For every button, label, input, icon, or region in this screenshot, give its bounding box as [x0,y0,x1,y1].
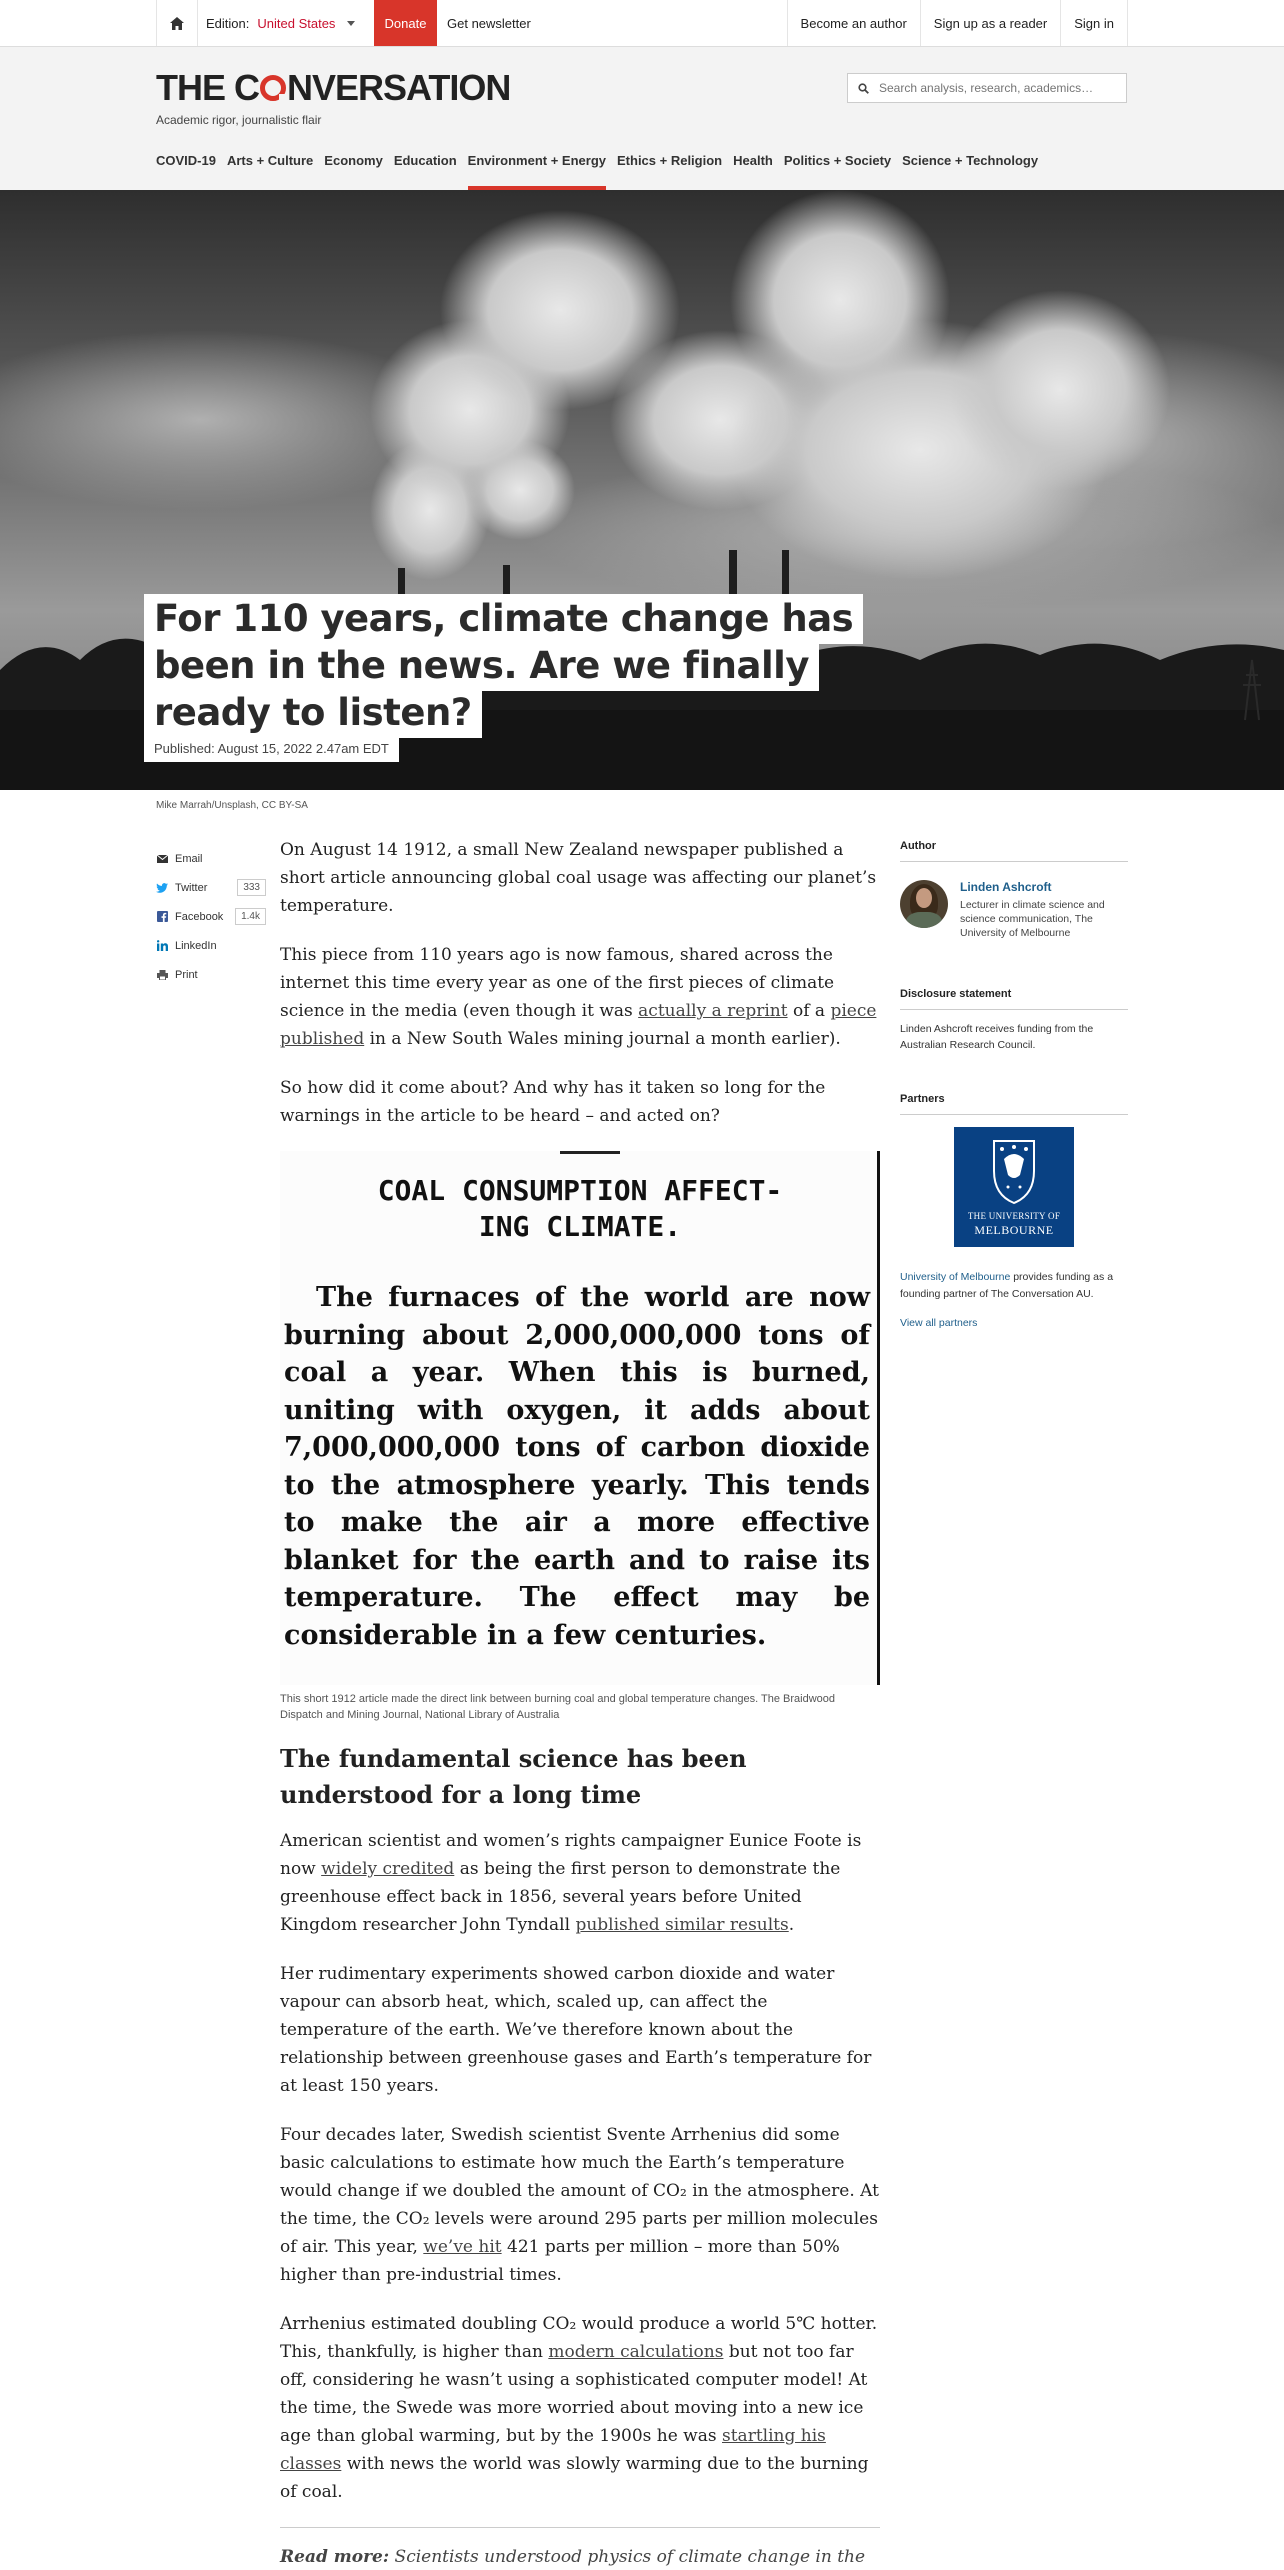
paragraph-1: On August 14 1912, a small New Zealand newspaper published a short article announcing global coal usage was affecting our planet’s temperature. [280,840,877,916]
top-utility-bar [0,0,1284,47]
nav-item-ethics-religion[interactable]: Ethics + Religion [617,153,723,168]
logo-text-left: THE C [156,67,259,108]
section-heading: The fundamental science has been understood for a long time [280,1744,747,1809]
author-section-title: Author [900,840,1128,862]
paragraph-6: Four decades later, Swedish scientist Svente Arrhenius did some basic calculations to estimate how much the Earth’s temperature would change if we doubled the amount of CO₂ in the atmosphere. At the time, the CO₂ levels were around 295 parts per million molecules of air. This year, we’ve hit 421 parts per million – more than 50% higher than pre-industrial times. [280,2125,879,2285]
nav-item-health[interactable]: Health [733,153,773,168]
share-print[interactable] [156,960,266,989]
paragraph-7: Arrhenius estimated doubling CO₂ would produce a world 5℃ hotter. This, thankfully, is higher than modern calculations but not too far off, considering he wasn’t using a sophisticated computer model! At the time, the Swede was more worried about moving into a new ice age than global warming, but by the 1900s he was startling his classes with news the world was slowly warming due to the burning of coal. [280,2314,878,2502]
image-caption: This short 1912 article made the direct link between burning coal and global temperature changes. The Braidwood Dispatch and Mining Journal, National Library of Australia [280,1693,836,1721]
headline-line: ready to listen? [144,688,482,738]
share-twitter-label: Twitter [175,881,208,894]
edition-label: Edition: [206,15,250,31]
nav-item-arts-culture[interactable]: Arts + Culture [226,153,314,168]
sign-in-link[interactable]: Sign in [1060,0,1128,46]
logo-text-right: NVERSATION [287,67,511,108]
twitter-count: 333 [237,879,266,896]
modern-calculations-link[interactable]: modern calculations [548,2342,724,2362]
donate-button[interactable]: Donate [374,0,437,46]
paragraph-2: This piece from 110 years ago is now famous, shared across the internet this time every year as one of the first pieces of climate science in the media (even though it was actually a reprint of a piece published in a New South Wales mining journal a month earlier). [280,945,877,1049]
published-date: Published: August 15, 2022 2.47am EDT [144,735,399,762]
disclosure-text: Linden Ashcroft receives funding from the Australian Research Council. [900,1023,1094,1051]
view-all-partners-link[interactable]: View all partners [900,1317,978,1329]
envelope-icon [157,855,168,863]
widely-credited-link[interactable]: widely credited [321,1859,455,1879]
home-button[interactable] [156,0,198,46]
nav-item-environment-energy[interactable]: Environment + Energy [468,145,606,190]
share-email-label: Email [175,852,203,865]
newsletter-link[interactable]: Get newsletter [447,15,531,31]
linkedin-icon [157,940,168,951]
startling-classes-link[interactable]: startling his classes [280,2426,826,2474]
right-sidebar [900,840,1128,1329]
newspaper-clipping-image [280,1151,880,1685]
disclosure-title: Disclosure statement [900,988,1128,1010]
headline-line: been in the news. Are we finally [144,641,819,691]
paragraph-4: American scientist and women’s rights campaigner Eunice Foote is now widely credited as being the first person to demonstrate the greenhouse effect back in 1856, several years before United Kingdom researcher John Tyndall published similar results. [280,1831,862,1935]
clipping-headline: COAL CONSUMPTION AFFECT- ING CLIMATE. [377,1174,783,1243]
paragraph-5: Her rudimentary experiments showed carbon dioxide and water vapour can absorb heat, which, scaled up, can affect the temperature of the earth. We’ve therefore known about the relationship between greenhouse gases and Earth’s temperature for at least 150 years. [280,1964,872,2096]
crest-icon [990,1137,1038,1205]
facebook-count: 1.4k [235,908,266,925]
image-credit: Mike Marrah/Unsplash, CC BY-SA [156,800,308,811]
share-linkedin-label: LinkedIn [175,939,217,952]
search-box[interactable] [847,73,1127,103]
twitter-icon [156,883,168,893]
university-of-melbourne-logo[interactable] [954,1127,1074,1247]
share-print-label: Print [175,968,198,981]
paragraph-3: So how did it come about? And why has it taken so long for the warnings in the article to be heard – and acted on? [280,1078,826,1126]
share-linkedin[interactable] [156,931,266,960]
share-email[interactable] [156,844,266,873]
nav-item-science-technology[interactable]: Science + Technology [902,153,1039,168]
home-icon [170,17,184,30]
printer-icon [157,970,168,980]
account-links [787,0,1128,46]
weve-hit-link[interactable]: we’ve hit [423,2237,502,2257]
share-facebook-label: Facebook [175,910,224,923]
logo-line-1: THE UNIVERSITY OF [967,1211,1061,1221]
partner-link[interactable]: University of Melbourne [900,1271,1011,1283]
nav-item-politics-society[interactable]: Politics + Society [783,153,892,168]
article-body [280,836,880,2570]
nav-item-covid-19[interactable]: COVID-19 [156,153,216,168]
piece-published-link[interactable]: piece published [280,1001,877,1049]
search-icon [858,83,869,94]
chevron-down-icon [347,21,355,26]
similar-results-link[interactable]: published similar results [575,1915,789,1935]
site-logo[interactable] [156,67,510,109]
avatar[interactable] [900,880,948,928]
logo-speech-bubble-icon [260,75,286,101]
reprint-link[interactable]: actually a reprint [638,1001,788,1021]
become-author-link[interactable]: Become an author [787,0,920,46]
read-more-link[interactable]: Read more: Scientists understood physics of climate change in the [280,2527,880,2570]
sign-up-link[interactable]: Sign up as a reader [920,0,1060,46]
author-role: Lecturer in climate science and science communication, The University of Melbourne [960,899,1105,939]
hero-image [0,190,1284,790]
tagline: Academic rigor, journalistic flair [156,113,322,127]
share-facebook[interactable] [156,902,266,931]
section-nav [156,145,1049,190]
headline-line: For 110 years, climate change has [144,594,863,644]
headline [144,594,863,762]
edition-selector[interactable] [206,0,355,46]
logo-line-2: MELBOURNE [974,1223,1054,1237]
partners-title: Partners [900,1093,1128,1115]
clipping-text: The furnaces of the world are now burning about 2,000,000,000 tons of coal a year. When this is burned, uniting with oxygen, it adds about 7,000,000,000 tons of carbon dioxide to the atmosphere yearly. This tends to make the air a more effective blanket for the earth and to raise its temperature. The effect may be considerable in a few centuries. [284,1282,870,1651]
nav-item-education[interactable]: Education [393,153,457,168]
clipping-rule [560,1151,620,1154]
edition-value: United States [257,15,336,31]
share-tools [156,844,266,989]
masthead [0,47,1284,190]
nav-item-economy[interactable]: Economy [324,153,383,168]
partner-description: University of Melbourne provides funding as a founding partner of The Conversation AU. [900,1271,1114,1300]
facebook-icon [157,911,168,922]
author-name-link[interactable]: Linden Ashcroft [960,880,1052,894]
author-card [900,880,1128,940]
search-input[interactable] [877,80,1111,96]
share-twitter[interactable] [156,873,266,902]
